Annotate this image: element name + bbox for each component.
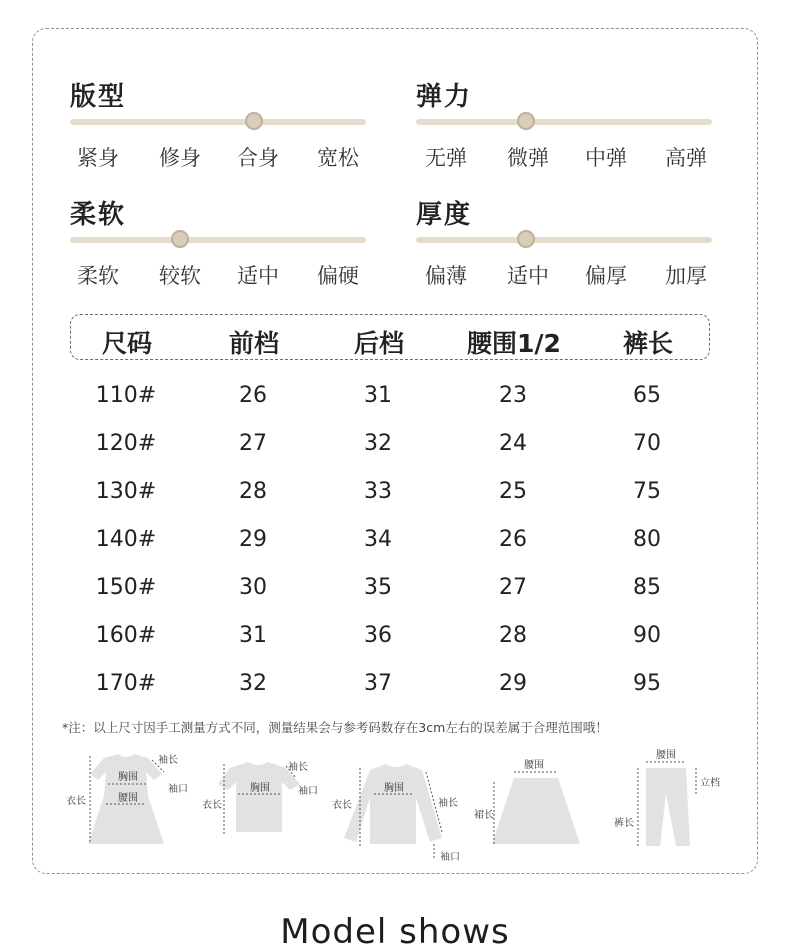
cell-back-rise: 33	[364, 479, 392, 504]
col-header-pants-length: 裤长	[622, 329, 673, 358]
cell-front-rise: 27	[239, 431, 267, 456]
cell-front-rise: 32	[239, 671, 267, 696]
attr-thickness	[416, 194, 716, 288]
label-length: 衣长	[332, 800, 352, 811]
sweater-diagram	[330, 748, 470, 868]
measurement-note: *注：以上尺寸因手工测量方式不同，测量结果会与参考码数存在3cm左右的误差属于合理范围哦！	[62, 720, 608, 735]
table-row	[0, 431, 790, 471]
measurement-diagrams	[60, 748, 720, 868]
cell-back-rise: 35	[364, 575, 392, 600]
cell-pants-length: 65	[633, 383, 661, 408]
attr-knob	[517, 230, 535, 248]
attr-options	[70, 142, 370, 172]
cell-front-rise: 26	[239, 383, 267, 408]
attr-option: 偏薄	[425, 264, 467, 288]
attr-option: 高弹	[665, 146, 707, 170]
attr-options	[70, 260, 370, 290]
label-sleeve-length: 袖长	[288, 762, 308, 773]
cell-size: 170#	[95, 671, 157, 696]
size-table-header	[70, 314, 710, 360]
attr-option: 宽松	[317, 146, 359, 170]
col-header-half-waist: 腰围1/2	[467, 329, 561, 358]
label-cuff: 袖口	[440, 852, 460, 863]
cell-back-rise: 36	[364, 623, 392, 648]
label-chest: 胸围	[118, 772, 138, 783]
attr-softness	[70, 194, 370, 288]
attr-option: 柔软	[77, 264, 119, 288]
cell-half-waist: 25	[499, 479, 527, 504]
label-length: 衣长	[66, 796, 86, 807]
attr-knob	[245, 112, 263, 130]
label-sleeve-length: 袖长	[438, 798, 458, 809]
cell-pants-length: 75	[633, 479, 661, 504]
attr-option: 合身	[237, 146, 279, 170]
attr-title: 柔软	[70, 200, 127, 230]
cell-size: 160#	[95, 623, 157, 648]
label-waist: 腰围	[118, 793, 138, 804]
table-row	[0, 623, 790, 663]
attr-knob	[517, 112, 535, 130]
attr-option: 修身	[159, 146, 201, 170]
cell-half-waist: 29	[499, 671, 527, 696]
attr-option: 加厚	[665, 264, 707, 288]
pants-diagram	[590, 748, 720, 858]
attr-track	[70, 237, 366, 243]
skirt-diagram	[472, 748, 592, 858]
table-row	[0, 671, 790, 711]
attr-title: 版型	[70, 82, 127, 112]
attr-option: 偏厚	[585, 264, 627, 288]
cell-back-rise: 32	[364, 431, 392, 456]
col-header-back-rise: 后档	[353, 329, 404, 358]
table-row	[0, 479, 790, 519]
cell-half-waist: 24	[499, 431, 527, 456]
cell-front-rise: 28	[239, 479, 267, 504]
attr-knob	[171, 230, 189, 248]
table-row	[0, 383, 790, 423]
tshirt-diagram	[200, 748, 330, 858]
cell-size: 120#	[95, 431, 157, 456]
attr-option: 适中	[237, 264, 279, 288]
attr-option: 较软	[159, 264, 201, 288]
attr-options	[416, 260, 716, 290]
col-header-size: 尺码	[101, 329, 152, 358]
attr-option: 中弹	[585, 146, 627, 170]
label-cuff: 袖口	[298, 786, 318, 797]
cell-half-waist: 26	[499, 527, 527, 552]
label-cuff: 袖口	[168, 784, 188, 795]
label-sleeve-length: 袖长	[158, 755, 178, 766]
cell-back-rise: 31	[364, 383, 392, 408]
label-length: 裤长	[614, 818, 634, 829]
cell-size: 140#	[95, 527, 157, 552]
attr-track	[416, 237, 712, 243]
attr-option: 微弹	[507, 146, 549, 170]
label-rise: 立档	[700, 778, 720, 789]
cell-back-rise: 37	[364, 671, 392, 696]
cell-half-waist: 28	[499, 623, 527, 648]
attr-option: 偏硬	[317, 264, 359, 288]
label-waist: 腰围	[656, 750, 676, 761]
attr-option: 无弹	[425, 146, 467, 170]
model-shows-heading: Model shows	[280, 912, 510, 952]
table-row	[0, 575, 790, 615]
attr-track	[70, 119, 366, 125]
cell-pants-length: 95	[633, 671, 661, 696]
attr-elasticity	[416, 76, 716, 170]
cell-pants-length: 80	[633, 527, 661, 552]
cell-front-rise: 29	[239, 527, 267, 552]
table-row	[0, 527, 790, 567]
dress-diagram	[60, 748, 200, 858]
cell-half-waist: 23	[499, 383, 527, 408]
cell-pants-length: 90	[633, 623, 661, 648]
attr-fit	[70, 76, 370, 170]
label-chest: 胸围	[250, 783, 270, 794]
cell-half-waist: 27	[499, 575, 527, 600]
cell-pants-length: 70	[633, 431, 661, 456]
label-waist: 腰围	[524, 760, 544, 771]
cell-back-rise: 34	[364, 527, 392, 552]
attr-option: 适中	[507, 264, 549, 288]
attr-title: 厚度	[416, 200, 473, 230]
attr-title: 弹力	[416, 82, 473, 112]
label-length: 裙长	[474, 810, 494, 821]
cell-front-rise: 30	[239, 575, 267, 600]
attr-option: 紧身	[77, 146, 119, 170]
attr-track	[416, 119, 712, 125]
cell-size: 130#	[95, 479, 157, 504]
cell-size: 150#	[95, 575, 157, 600]
label-length: 衣长	[202, 800, 222, 811]
attr-options	[416, 142, 716, 172]
cell-size: 110#	[95, 383, 157, 408]
col-header-front-rise: 前档	[228, 329, 279, 358]
cell-front-rise: 31	[239, 623, 267, 648]
label-chest: 胸围	[384, 783, 404, 794]
cell-pants-length: 85	[633, 575, 661, 600]
